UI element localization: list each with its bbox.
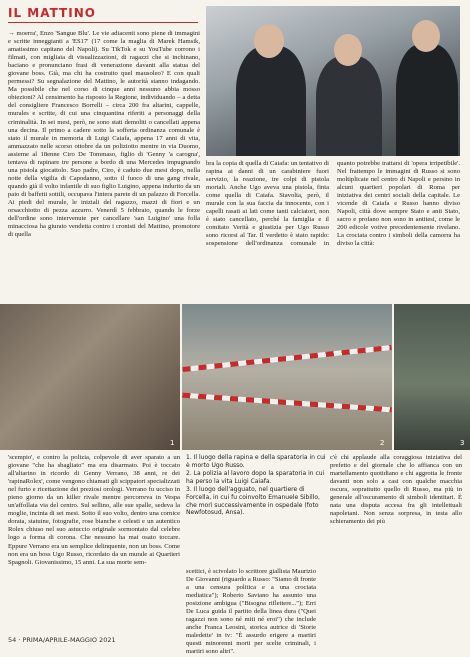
photo-3 [394,304,470,450]
article-column-top-right [206,160,460,300]
masthead-rule [8,22,198,23]
article-column-bottom-left [8,454,180,632]
person-face [334,34,362,66]
masthead: IL MATTINO [8,6,96,20]
caption-3: 3. Il luogo dell'agguato, nel quartiere di Forcella, in cui fu coinvolto Emanuele Sibillo, che morì successivamente in ospedale (foto Newfotosud, Ansa). [186,486,320,517]
article-text: 'scempio', e contro la polizia, colpevole di aver sparato a un giovane "che ha sbagliato" ma era disarmato. Poi è toccato all'altarino in ricordo di Genny Verrano, 38 anni, re dei 'rapinaRolex', come vengono chiamati gli scippatori specializzati nel furto e ricettazione dei preziosi orologi. Verrano fu ucciso in pieno giorno da un killer rivale mentre percorreva in Vespa un'affollata via del centro. Sul sellino, alle sue spalle, sedeva la moglie, incinta di sei mesi. Sotto il suo volto, dentro una cornice dorata, statuine, fotografie, rose bianche e celesti e un autentico Rolex chiuso nel suo astuccio originale sormontato dal celebre logo a forma di corona. Che nessuno ha mai osato toccare. Eppure Verrano era un semplice delinquente, non un boss. Come non era un boss Ugo Russo, ricordato da un murale ai Quartieri Spagnoli. Giovanissimo, 15 anni. La sua morte sem- [8,454,180,566]
photo-interview [206,6,460,156]
article-column-bottom-right [330,454,462,632]
article-text: bra la copia di quella di Caiafa: un tentativo di rapina ai danni di un carabiniere fuori servizio, la reazione, tre colpi di pistola mortali. Anche Ugo aveva una pistola, finta come quella di Caiafa. Stavolta, però, il murale con la sua faccia da innocente, con i capelli rasati ai lati come tanti calciatori, non è stato cancellato, perché la famiglia e il comitato Verità e giustizia per Ugo Russo sono ricorsi al Tar. Il verdetto è stato rapido: sospensione dell'ordinanza comunale in quanto potrebbe trattarsi di 'opera irripetibile'. Nel frattempo le immagini di Russo si sono moltiplicate nel centro di Napoli e persino in alcuni quartieri popolari di Roma per iniziativa dei centri sociali della capitale. Le vicende di Caiafa e Russo hanno diviso Napoli, città dove sempre Stato e anti Stato, sacro e profano non sono in antitesi, come le 200 edicole votive precedentemente rivelano. La crociata contro i simboli della camorra ha diviso la città: [206,160,460,248]
police-tape [182,345,391,372]
photo-captions [186,454,326,564]
person-silhouette [396,44,458,156]
photo-strip [0,304,470,450]
article-text: scettici, è scivolato lo scrittore giallista Maurizio De Giovanni (riguardo a Russo: "Siamo di fronte a una censura politica e a una crociata mediatica"); Roberto Saviano ha assunto una posizione ambigua ("Bisogna riflettere..."); Erri De Luca guida il partito della linea dura ("Quei ragazzi non sono né miti né eroi") che include anche Franca Leosini, storica autrice di 'Storie maledette' in tv: "È assurdo erigere a martiri questi minorenni morti per scelte criminali, i martiri sono altri". [186,568,316,656]
person-face [412,20,440,52]
photo-number: 3 [460,439,465,447]
article-column-bottom-mid [186,568,316,656]
person-face [254,24,284,58]
caption-2: 2. La polizia al lavoro dopo la sparatoria in cui ha perso la vita Luigi Caiafa. [186,470,325,485]
photo-2 [182,304,392,450]
police-tape [182,393,392,413]
article-column-top-left [8,30,200,298]
person-silhouette [316,56,382,156]
photo-number: 1 [170,439,175,447]
article-text: c'è chi applaude alla coraggiosa iniziativa del prefetto e del giornale che lo affianca con un martellamento quotidiano e chi aggrotta le fronte davanti non solo a casi con qualche macchia oscura, soprattutto quello di Russo, ma più in generale all'oscuramento di simboli identitari. È nata una disputa accesa fra gli intellettuali napoletani. Non senza sorpresa, in testa allo schieramento dei più [330,454,462,526]
caption-1: 1. Il luogo della rapina e della sparatoria in cui è morto Ugo Russo. [186,454,326,469]
person-silhouette [236,46,306,156]
photo-number: 2 [380,439,385,447]
page-footer: 54 · PRIMA/APRILE-MAGGIO 2021 [8,636,116,644]
photo-1 [0,304,180,450]
article-text: → moerra', Enzo 'Sangue Blu'. Le vie adiacenti sono piene di immagini e scritte inneggianti a 'ES17' (17 come la maglia di Marek Hamsik, amatissimo capitano del Napoli). Su TikTok e su YouTube corrono i filmati, con migliaia di visualizzazioni, di ragazzi che si inchinano, baciano e pronunciano frasi di venerazione davanti alla statua del giovane boss. Già, ma chi ha costruito quel mausoleo? E con quali permessi? Su segnalazione del Mattino, le autorità stanno indagando. Ma possibile che nel corso di cinque anni nessuno abbia mosso obiezioni? Al censimento ha risposto la Regione, individuando – a detta del consigliere Francesco Borrelli – circa 200 fra altarini, cappelle, murales e scritte, di cui una cinquantina riferiti a personaggi della criminalità. In sei mesi, però, ne sono stati demoliti o cancellati appena una decina. Il primo a cadere sotto la sofferta ordinanza comunale è stato il murale in memoria di Luigi Caiafa, appena 17 anni di vita, ammazzato nelle scorso ottobre da un poliziotto mentre in via Duomo, assieme al 18enne Ciro De Tommaso, figlio di 'Genny 'a carogna', tentava di rapinare tre persone a bordo di una Mercedes impugnando una pistola giocattolo. Suo padre, Ciro, è caduto due mesi dopo, nella notte della vigilia di Capodanno, sotto il fuoco di una gang rivale, quando già il volto infantile di suo figlio Luigino, appena indurito da un paio di baffetti sottili, occupava l'intera parete di un palazzo di Forcella. Ai piedi del murale, le iniziali del ragazzo, mazzi di fiori e un orsacchiotto di pezza azzurro. Venerdì 5 febbraio, quando le forze dell'ordine sono intervenute per cancellare 'san Luigino' una folla minacciosa ha giurato vendetta contro i cronisti del Mattino, promotore di quella [8,30,200,239]
